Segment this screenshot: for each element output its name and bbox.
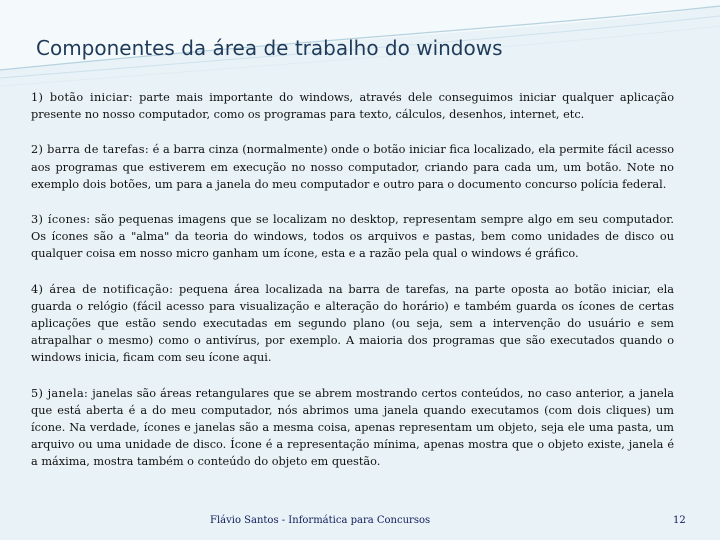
term-label: 3) ícones: [31,213,91,227]
paragraph-botao-iniciar [31,89,674,123]
slide-title: Componentes da área de trabalho do windows [36,36,503,60]
paragraph-icones [31,211,674,263]
paragraph-area-de-notificacao [31,281,674,367]
paragraph-barra-de-tarefas [31,141,674,193]
page-number: 12 [673,515,686,526]
term-label: 1) botão iniciar: [31,91,133,104]
footer-author: Flávio Santos - Informática para Concursos [210,515,431,526]
paragraph-text: pequena área localizada na barra de tarefas, na parte oposta ao botão iniciar, ela guarda o relógio (fácil acesso para visualização e alteração do horário) e também guarda os ícones de certas aplicações que estão sendo executadas em segundo plano (ou seja, sem a intervenção do usuário e sem atrapalhar o mesmo) como o antivírus, por exemplo. A maioria dos programas que são executados quando o windows inicia, ficam com seu ícone aqui. [31,282,674,365]
term-label: 4) área de notificação: [31,282,174,296]
paragraph-text: janelas são áreas retangulares que se abrem mostrando certos conteúdos, no caso anterior, a janela que está aberta é a do meu computador, nós abrimos uma janela quando executamos (com dois cliques) um ícone. Na verdade, ícones e janelas são a mesma coisa, apenas representam um objeto, seja ele uma pasta, um arquivo ou uma unidade de disco. Ícone é a representação mínima, apenas mostra que o objeto existe, janela é a máxima, mostra também o conteúdo do objeto em questão. [31,386,674,469]
paragraph-text: é a barra cinza (normalmente) onde o botão iniciar fica localizado, ela permite fácil acesso aos programas que estiverem em execução no nosso computador, criando para cada um, um botão. Note no exemplo dois botões, um para a janela do meu computador e outro para o documento concurso polícia federal. [31,143,674,191]
term-label: 2) barra de tarefas: [31,143,149,157]
paragraph-janela [31,385,674,471]
paragraph-text: são pequenas imagens que se localizam no desktop, representam sempre algo em seu computador. Os ícones são a "alma" da teoria do windows, todos os arquivos e pastas, bem como unidades de disco ou qualquer coisa em nosso micro ganham um ícone, esta e a razão pela qual o windows é gráfico. [31,213,674,261]
paragraph-text: parte mais importante do windows, através dele conseguimos iniciar qualquer aplicação presente no nosso computador, como os programas para texto, cálculos, desenhos, internet, etc. [31,91,675,122]
content-body [31,89,674,489]
term-label: 5) janela: [31,386,89,400]
